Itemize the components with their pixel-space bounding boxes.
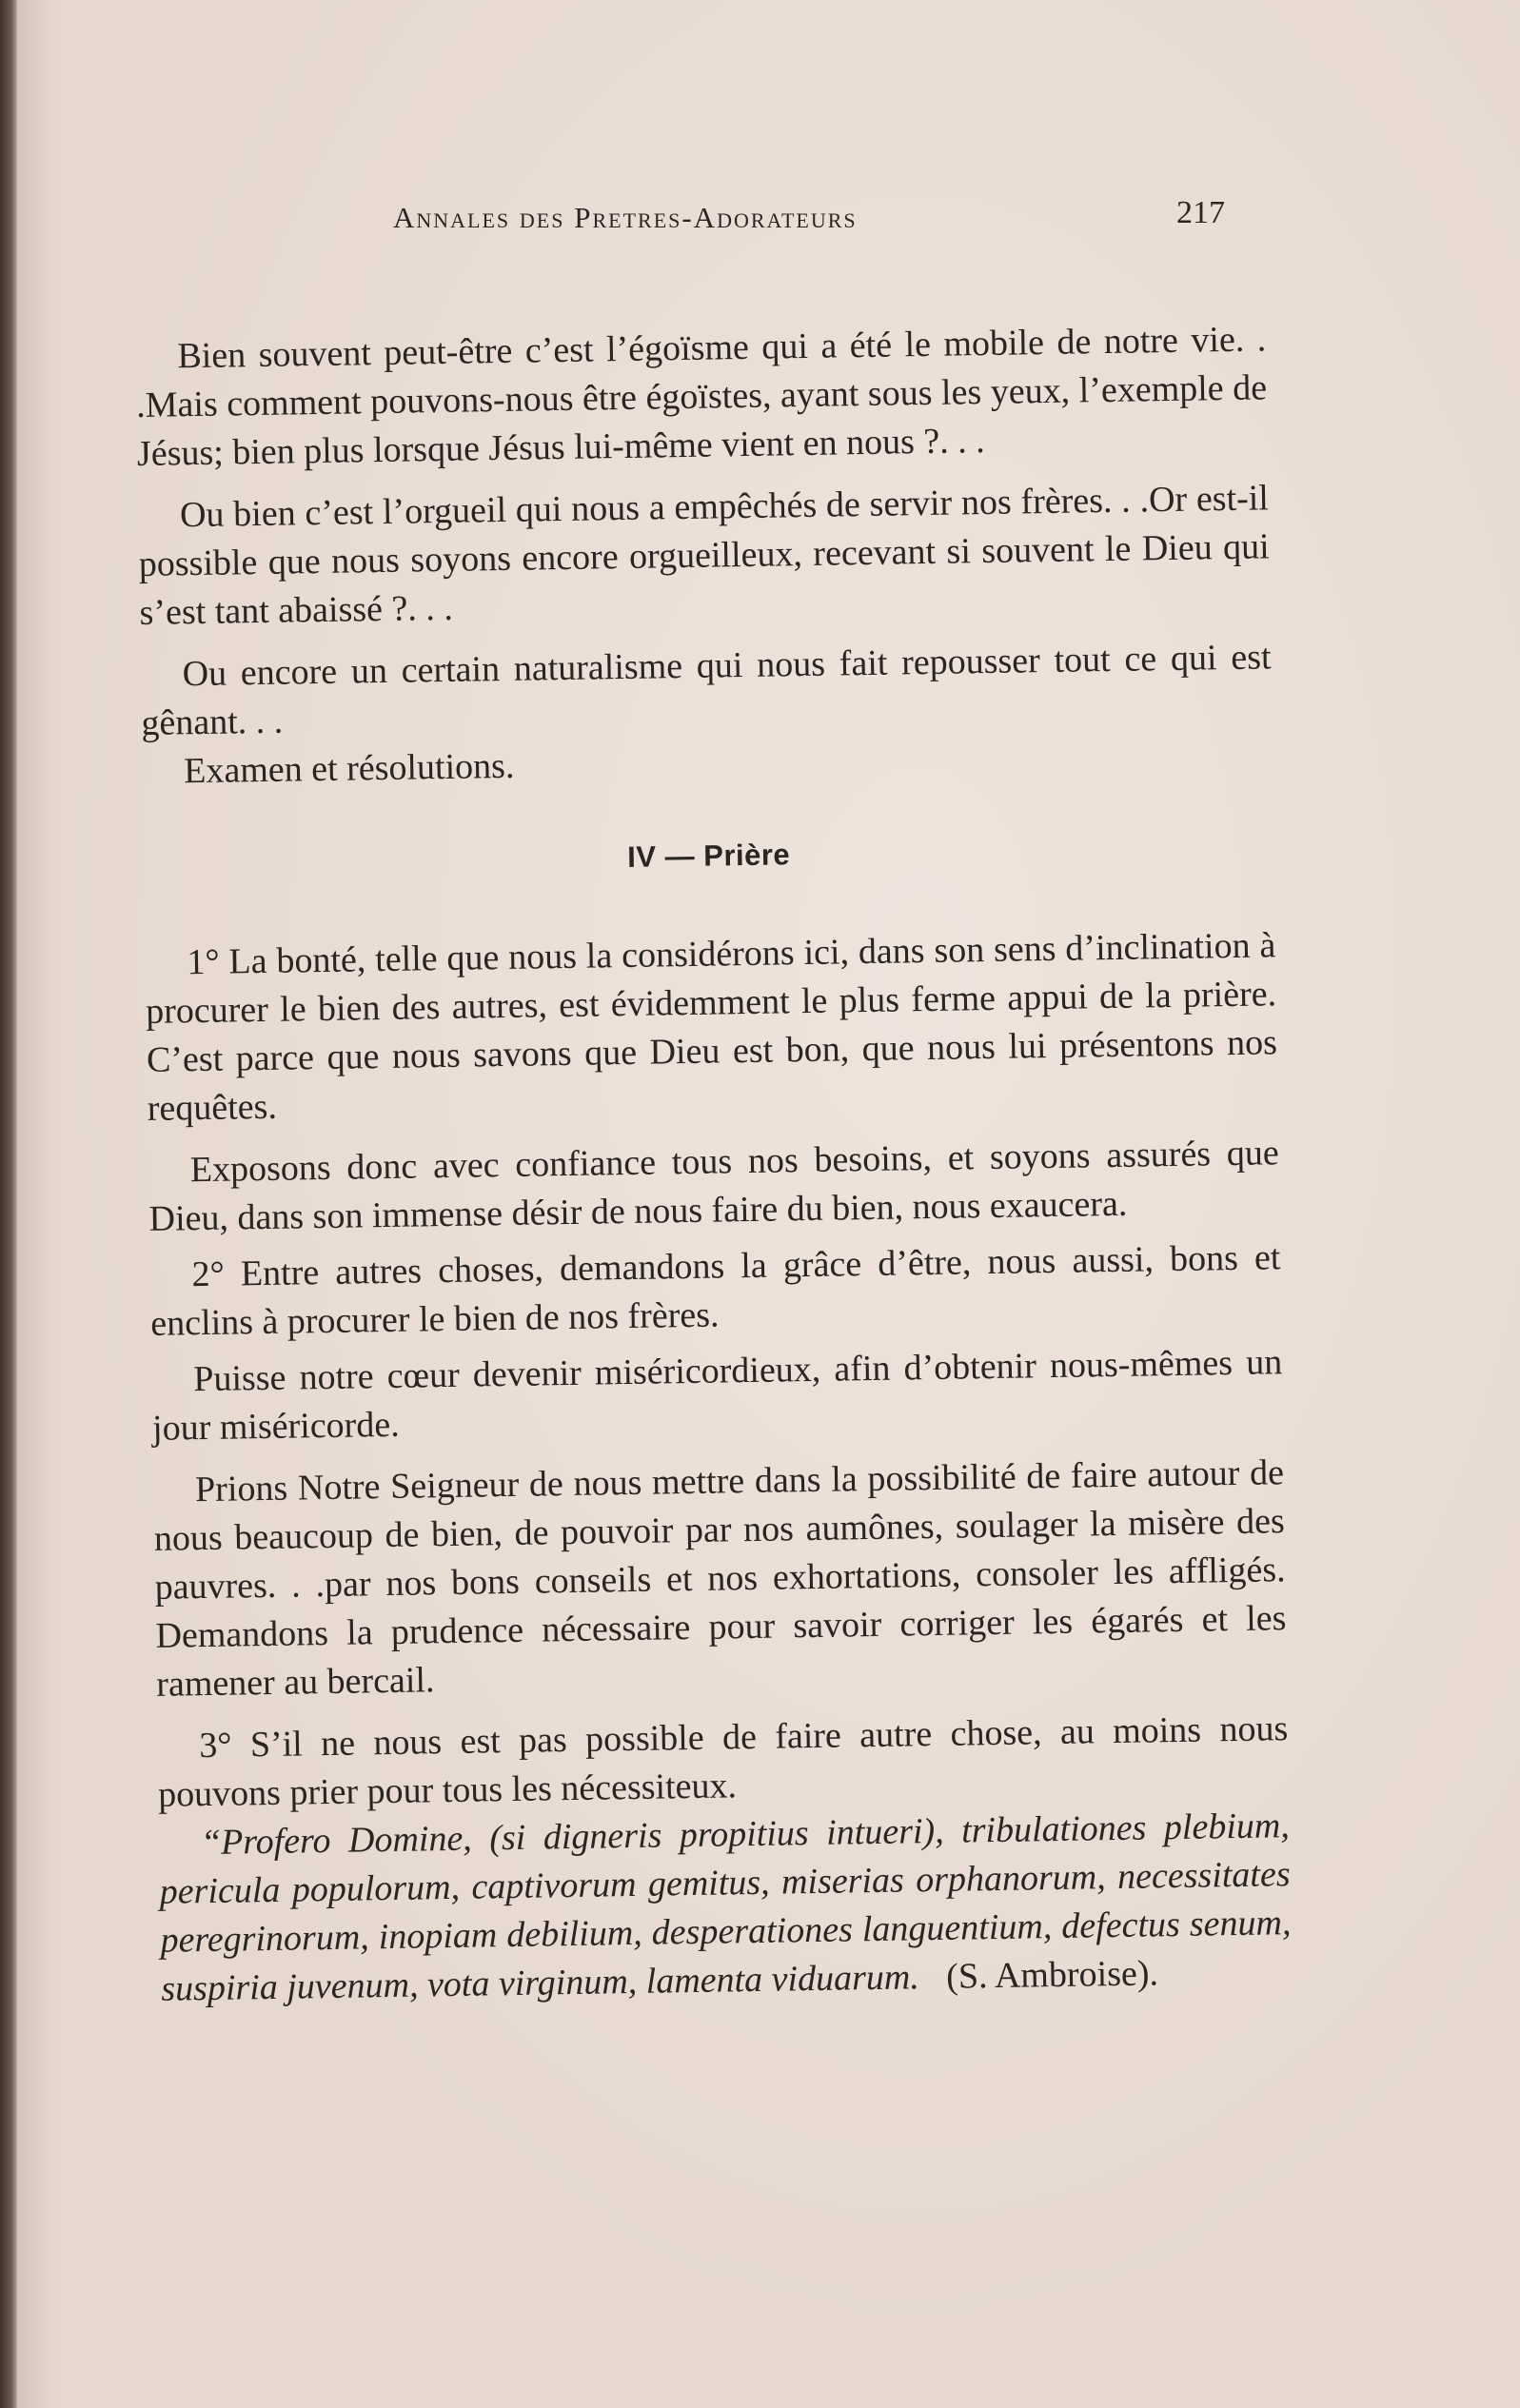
page-header bbox=[17, 195, 1520, 233]
quote-attribution: (S. Ambroise). bbox=[945, 1953, 1159, 1997]
paragraph-pride: Ou bien c’est l’orgueil qui nous a empêchés de servir nos frères. . .Or est-il possible que nous soyons encore orgueilleux, recevant si souvent le Dieu qui s’est tant abaissé ?. . . bbox=[138, 478, 1271, 633]
paragraph-egoism: Bien souvent peut-être c’est l’égoïsme qui a été le mobile de notre vie. . .Mais comment pouvons-nous être égoïstes, ayant sous les yeux, l’exemple de Jésus; bien plus lorsque Jésus lui-même vient en nous ?. . . bbox=[135, 319, 1268, 474]
paragraph-prions: Prions Notre Seigneur de nous mettre dans la possibilité de faire autour de nous beaucoup de bien, de pouvoir par nos aumônes, soulager la misère des pauvres. . .par nos bons conseils et nos exhortations, consoler les affligés. Demandons la prudence nécessaire pour savoir corriger les égarés et les ramener au bercail. bbox=[153, 1452, 1287, 1705]
paragraph-entre-autres: 2° Entre autres choses, demandons la grâce d’être, nous aussi, bons et enclins à procurer le bien de nos frères. bbox=[150, 1237, 1281, 1344]
running-title: Annales des Pretres-Adorateurs bbox=[393, 201, 858, 234]
latin-quote-text: “Profero Domine, (si digneris propitius intueri), tribulationes plebium, pericula populorum, captivorum gemitus, miserias orphanorum, necessitates peregrinorum, inopiam debilium, desperationes languentium, defectus senum, suspiria juvenum, vota virginum, lamenta viduarum. bbox=[159, 1806, 1292, 2009]
book-page bbox=[17, 0, 1520, 2408]
paragraph-naturalism: Ou encore un certain naturalisme qui nous fait repousser tout ce qui est gênant. . . bbox=[141, 637, 1272, 743]
paragraph-puisse: Puisse notre cœur devenir miséricordieux, afin d’obtenir nous-mêmes un jour miséricorde. bbox=[151, 1342, 1283, 1449]
book-spine-edge bbox=[0, 0, 17, 2408]
page-number: 217 bbox=[1176, 195, 1225, 230]
paragraph-bonte: 1° La bonté, telle que nous la considérons ici, dans son sens d’inclination à procurer le bien des autres, est évidemment le plus ferme appui de la prière. C’est parce que nous savons que Dieu est bon, que nous lui présentons nos requêtes. bbox=[145, 925, 1278, 1129]
page-body bbox=[135, 315, 1293, 2013]
section-heading: IV — Prière bbox=[626, 838, 791, 874]
paragraph-examen: Examen et résolutions. bbox=[183, 745, 515, 792]
latin-quotation bbox=[159, 1802, 1293, 2014]
paragraph-exposons: Exposons donc avec confiance tous nos besoins, et soyons assurés que Dieu, dans son immense désir de nous faire du bien, nous exaucera. bbox=[148, 1133, 1280, 1239]
paragraph-priere-necessiteux: 3° S’il ne nous est pas possible de faire autre chose, au moins nous pouvons prier pour tous les nécessiteux. bbox=[157, 1708, 1289, 1815]
